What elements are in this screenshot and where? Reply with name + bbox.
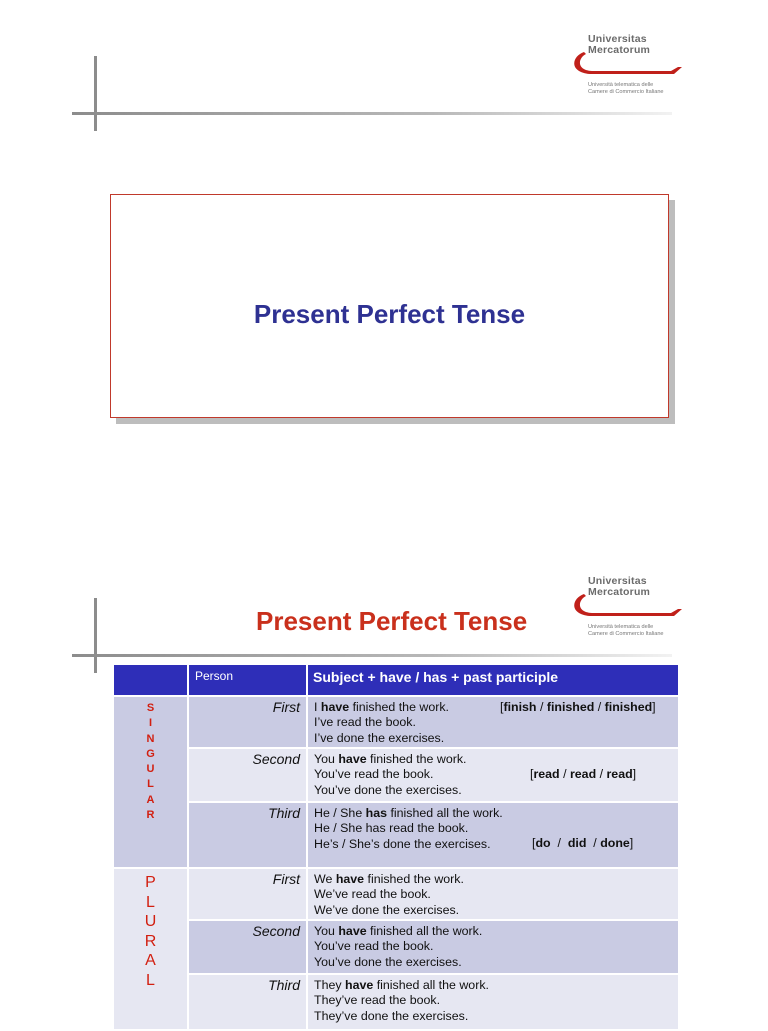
header-person: Person <box>188 664 307 696</box>
group-letter: S <box>146 702 155 714</box>
example-cell: We have finished the work. We’ve read the book. We’ve done the exercises. <box>307 868 679 920</box>
example-cell: They have finished all the work. They’ve read the book. They’ve done the exercises. <box>307 974 679 1030</box>
person-label: First <box>188 696 307 748</box>
group-letter: L <box>146 971 155 989</box>
corner-mark-rule <box>72 112 672 115</box>
corner-mark-rule-2 <box>72 654 672 657</box>
group-letter: U <box>144 913 157 930</box>
singular-label <box>113 696 188 868</box>
title-slide-box <box>110 194 669 418</box>
group-letter: G <box>146 747 155 760</box>
group-letter: N <box>146 732 155 745</box>
group-letter: R <box>144 932 157 950</box>
logo-subtitle: Università telematica delle Camere di Commercio Italiane <box>588 82 664 95</box>
example-cell: You have finished the work. You’ve read the book. You’ve done the exercises. [read / read / read] <box>307 748 679 802</box>
person-label: Third <box>188 802 307 868</box>
logo-subtitle: Università telematica delle Camere di Commercio Italiane <box>588 624 664 637</box>
verb-forms: [do / did / done] <box>532 836 634 850</box>
example-cell: I have finished the work. I’ve read the book. I’ve done the exercises. [finish / finished / finished] <box>307 696 679 748</box>
verb-forms: [finish / finished / finished] <box>500 700 656 714</box>
table-row <box>113 802 679 868</box>
table-row <box>113 748 679 802</box>
group-letter: R <box>146 809 155 822</box>
verb-forms: [read / read / read] <box>530 767 637 781</box>
group-letter: A <box>146 793 155 806</box>
group-letter: L <box>147 778 154 791</box>
corner-mark-vertical-2 <box>94 598 97 673</box>
header-formula: Subject + have / has + past participle <box>307 664 679 696</box>
group-letter: P <box>145 874 156 891</box>
table-row <box>113 868 679 920</box>
group-letter: L <box>146 893 155 911</box>
logo-arc-icon <box>570 50 690 84</box>
table-header-row <box>113 664 679 696</box>
plural-label <box>113 868 188 1030</box>
logo-name: Universitas Mercatorum <box>588 575 651 598</box>
example-cell: You have finished all the work. You’ve read the book. You’ve done the exercises. <box>307 920 679 974</box>
person-label: First <box>188 868 307 920</box>
person-label: Second <box>188 748 307 802</box>
group-letter: I <box>148 717 153 730</box>
logo-name: Universitas Mercatorum <box>588 33 651 56</box>
group-letter: A <box>145 952 156 969</box>
person-label: Second <box>188 920 307 974</box>
example-cell: He / She has finished all the work. He / She has read the book. He’s / She’s done the exercises. [do / did / done] <box>307 802 679 868</box>
logo-arc-icon <box>570 592 690 626</box>
table-row <box>113 696 679 748</box>
university-logo-2 <box>570 576 690 646</box>
person-label: Third <box>188 974 307 1030</box>
header-blank <box>113 664 188 696</box>
table-row <box>113 920 679 974</box>
group-letter: U <box>146 763 155 776</box>
slide2-title: Present Perfect Tense <box>256 606 528 636</box>
slide1-title: Present Perfect Tense <box>253 299 526 329</box>
grammar-table <box>112 663 680 1031</box>
university-logo <box>570 34 690 104</box>
table-row <box>113 974 679 1030</box>
corner-mark-vertical <box>94 56 97 131</box>
